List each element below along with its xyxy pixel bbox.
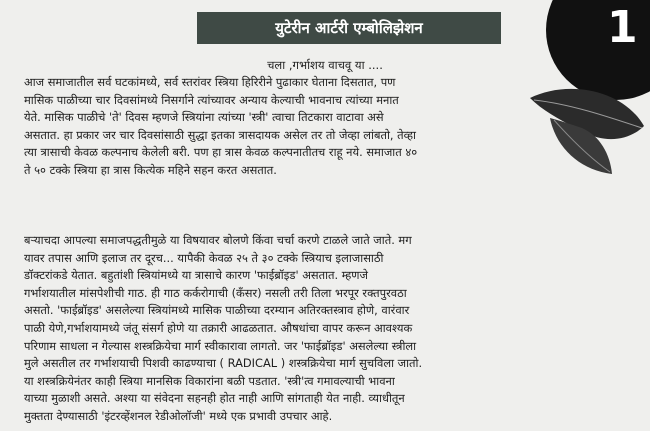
paragraph-line: बऱ्याचदा आपल्या समाजपद्धतीमुळे या विषयावर बोलणे किंवा चर्चा करणे टाळले जाते जाते. मग [24,233,412,247]
paragraph-line: आज समाजातील सर्व घटकांमध्ये, सर्व स्तरांवर स्त्रिया हिरिरीने पुढाकार घेताना दिसतात, पण [24,75,396,89]
page-number: 1 [607,2,638,53]
paragraph-2 [24,232,524,426]
paragraph-line: डॉक्टरांकडे येतात. बहुतांशी स्त्रियांमध्ये या त्रासाचे कारण 'फाईब्रॉइड' असतात. म्हणजे [24,268,368,283]
paragraph-line: मासिक पाळीच्या चार दिवसांमध्ये निसर्गाने त्यांच्यावर अन्याय केल्याची भावनाच त्यांच्या मनात [24,92,399,107]
title-banner: युटेरीन आर्टरी एम्बोलिझेशन [197,12,501,44]
paragraph-line: परिणाम साधला न गेल्यास शस्त्रक्रियेचा मार्ग स्वीकारावा लागतो. जर 'फाईब्रॉइड' असलेल्या स्त्रीला [24,338,417,353]
paragraph-line: ते ५० टक्के स्त्रिया हा त्रास कित्येक महिने सहन करत असतात. [24,162,277,177]
paragraph-line: यावर तपास आणि इलाज तर दूरच... यापैकी केवळ २५ ते ३० टक्के स्त्रियाच इलाजासाठी [24,250,384,265]
paragraph-line: असतात. हा प्रकार जर चार दिवसांसाठी सुद्धा इतका त्रासदायक असेल तर तो जेव्हा लांबतो, तेव्हा [24,127,416,142]
paragraph-line: मुक्तता देण्यासाठी 'इंटरव्हेंशनल रेडीओलॉजी' मध्ये एक प्रभावी उपचार आहे. [24,408,333,423]
paragraph-line: येते. मासिक पाळीचे 'ते' दिवस म्हणजे स्त्रियांना त्यांच्या 'स्त्री' त्वाचा तिटकारा वाटावा असे [24,110,384,125]
paragraph-line: मुले असतील तर गर्भाशयाची पिशवी काढण्याचा ( RADICAL ) शस्त्रक्रियेचा मार्ग सुचविला जातो. [24,356,423,371]
subtitle: चला ,गर्भाशय वाचवू या .... [267,58,383,72]
paragraph-1 [24,74,524,180]
leaf-illustration [526,74,650,186]
paragraph-line: त्या त्रासाची केवळ कल्पनाच केलेली बरी. पण हा त्रास केवळ कल्पनातीतच राहू नये. समाजात ४० [24,145,418,160]
paragraph-line: असतो. 'फाईब्रॉइड' असलेल्या स्त्रियांमध्ये मासिक पाळीच्या दरम्यान अतिरक्तस्त्राव होणे, वारंवार [24,303,410,318]
paragraph-line: याच्या मुळाशी असते. अश्या या संवेदना सहनही होत नाही आणि सांगताही येत नाही. व्याधीतून [24,391,405,406]
paragraph-line: गर्भाशयातील मांसपेशीची गाठ. ही गाठ कर्करोगाची (कॅंसर) नसली तरी तिला भरपूर रक्तपुरवठा [24,285,407,300]
paragraph-line: पाळी येणे,गर्भाशयामध्ये जंतू संसर्ग होणे या तक्रारी आढळतात. औषधांचा वापर करून आवश्यक [24,320,413,335]
paragraph-line: या शस्त्रक्रियेनंतर काही स्त्रिया मानसिक विकारांना बळी पडतात. 'स्त्री'त्व गमावल्याची भावना [24,373,395,388]
